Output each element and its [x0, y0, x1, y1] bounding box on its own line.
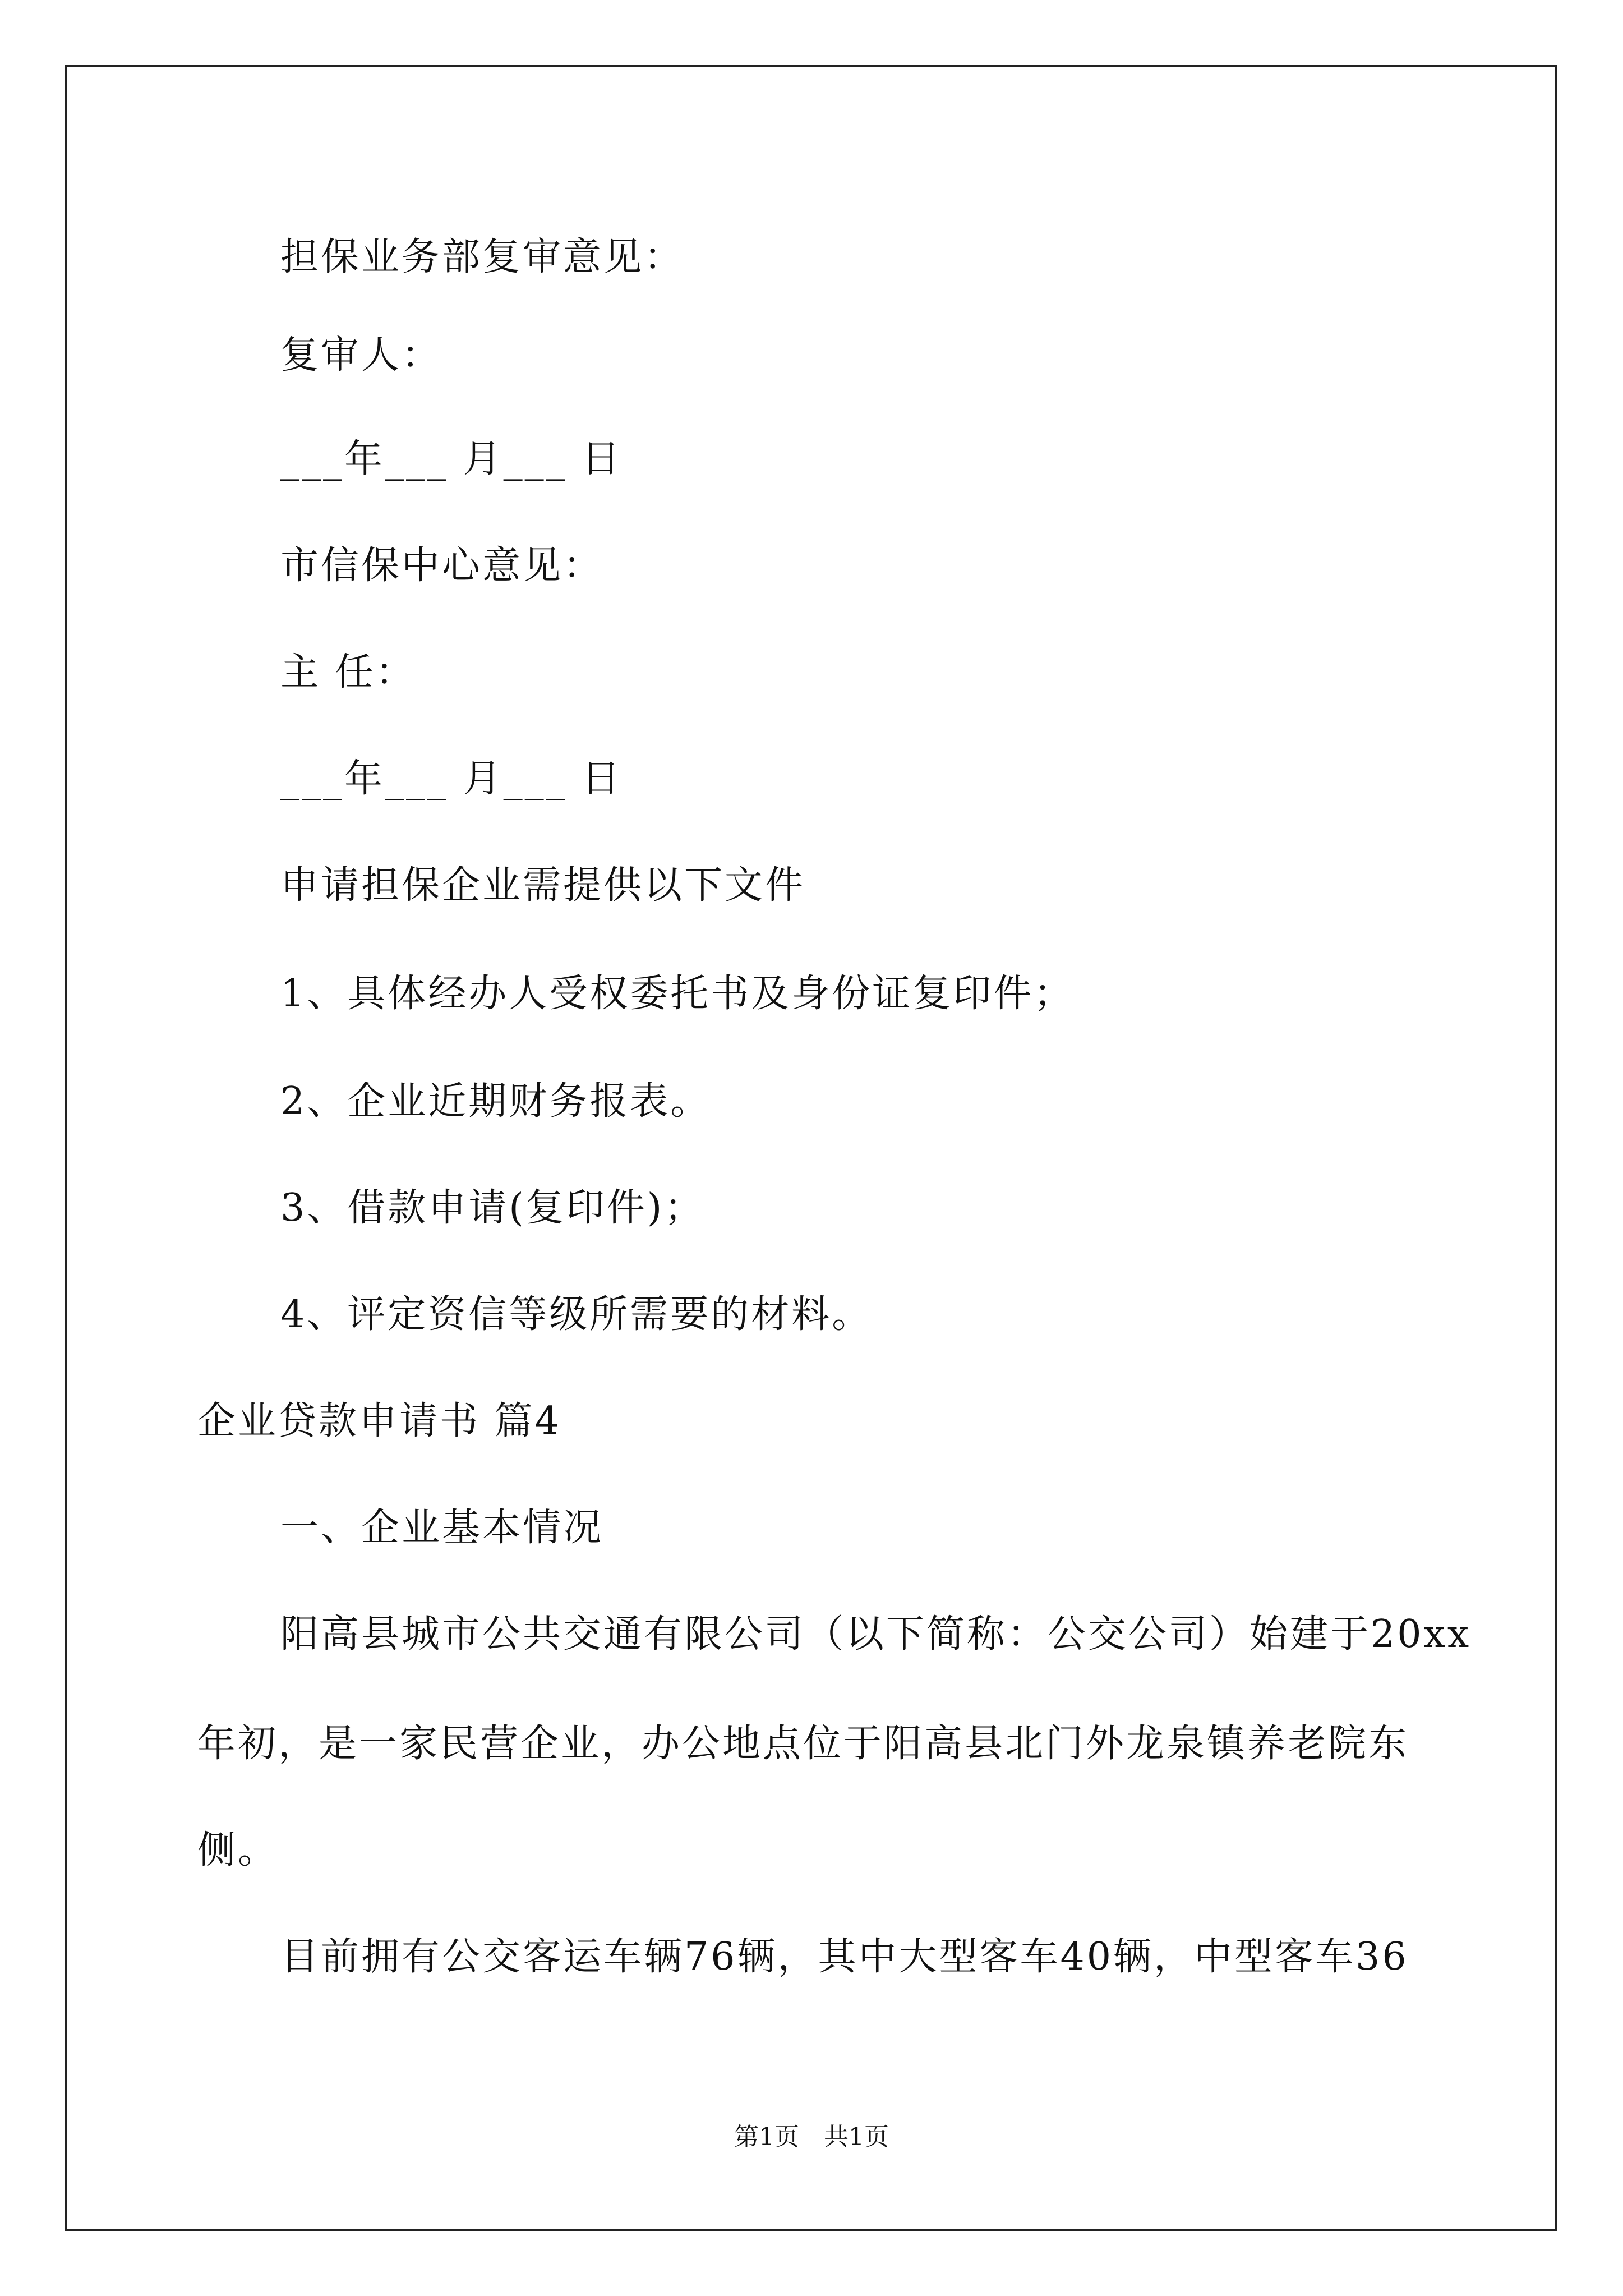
doc-paragraph-line: 侧。 — [197, 1828, 279, 1872]
doc-section-title: 企业贷款申请书 篇4 — [197, 1399, 561, 1443]
page-number-footer: 第1页 共1页 — [734, 2123, 889, 2151]
doc-paragraph-line: 阳高县城市公共交通有限公司（以下简称：公交公司）始建于20xx — [280, 1612, 1472, 1657]
doc-paragraph-line: 年初，是一家民营企业，办公地点位于阳高县北门外龙泉镇养老院东 — [197, 1722, 1409, 1766]
doc-list-item-3: 3、借款申请(复印件)； — [280, 1186, 705, 1230]
doc-line-center-opinion: 市信保中心意见： — [280, 544, 604, 588]
page-border — [65, 65, 1557, 2231]
doc-line-required-files: 申请担保企业需提供以下文件 — [280, 863, 806, 908]
doc-line-reviewer: 复审人： — [280, 333, 442, 378]
doc-line-date-1: ___年___ 月___ 日 — [280, 437, 623, 481]
doc-line-director: 主 任： — [280, 650, 416, 694]
doc-list-item-2: 2、企业近期财务报表。 — [280, 1079, 711, 1124]
doc-list-item-4: 4、评定资信等级所需要的材料。 — [280, 1292, 873, 1337]
doc-paragraph-line: 目前拥有公交客运车辆76辆，其中大型客车40辆，中型客车36 — [280, 1935, 1409, 1979]
doc-line-review-opinion: 担保业务部复审意见： — [280, 235, 685, 279]
doc-line-date-2: ___年___ 月___ 日 — [280, 757, 623, 801]
doc-subheading: 一、企业基本情况 — [280, 1506, 604, 1550]
doc-list-item-1: 1、具体经办人受权委托书及身份证复印件； — [280, 972, 1075, 1016]
